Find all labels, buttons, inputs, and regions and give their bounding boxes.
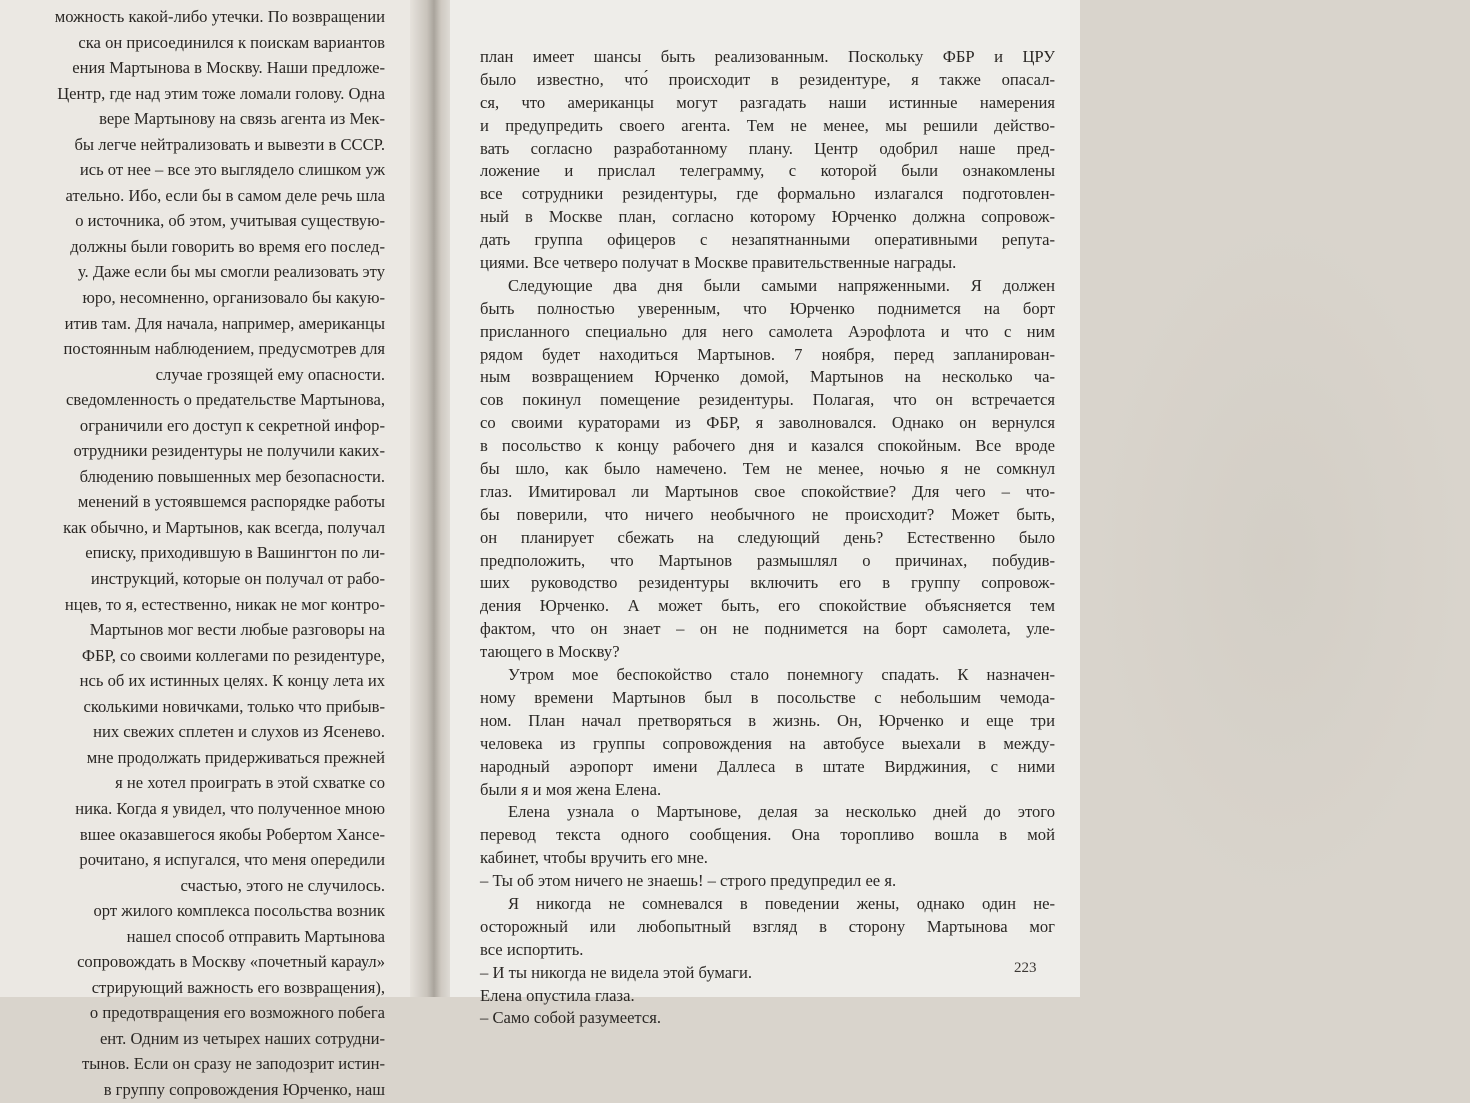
left-text-line: должны были говорить во время его послед- (70, 236, 385, 256)
left-text-line: нсь об их истинных целях. К концу лета их (79, 671, 385, 691)
left-text-line: них свежих сплетен и слухов из Ясенево. (93, 722, 385, 742)
left-text-line: ограничили его доступ к секретной инфор- (79, 415, 385, 435)
right-text-line: Следующие два дня были самыми напряженными. Я должен (508, 275, 1055, 295)
right-text-line: бы шло, как было намечено. Тем не менее, ночью я не сомкнул (480, 459, 1055, 479)
right-text-line: ших руководство резидентуры включить его в группу сопровож- (480, 573, 1055, 593)
left-text-line: ения Мартынова в Москву. Наши предложе- (72, 58, 385, 78)
left-text-line: мне продолжать придерживаться прежней (86, 747, 385, 767)
left-text-line: сопровождать в Москву «почетный караул» (77, 952, 385, 972)
right-text-line: рядом будет находиться Мартынов. 7 ноября, перед запланирован- (480, 344, 1055, 364)
right-text-line: вать согласно разработанному плану. Центр одобрил наше пред- (480, 138, 1055, 158)
left-text-line: о источника, об этом, учитывая существую- (75, 211, 385, 231)
left-text-line: ФБР, со своими коллегами по резидентуре, (81, 645, 385, 665)
right-text-line: дать группа офицеров с незапятнанными оперативными репута- (480, 230, 1055, 250)
right-text-line: присланного специально для него самолета Аэрофлота и что с ним (480, 321, 1055, 341)
right-text-line: было известно, что́ происходит в резидентуре, я также опасал- (480, 69, 1055, 89)
left-text-line: Центр, где над этим тоже ломали голову. Одна (57, 83, 385, 103)
left-text-line: случае грозящей ему опасности. (155, 364, 385, 384)
left-text-line: вшее оказавшегося якобы Робертом Хансе- (79, 824, 385, 844)
left-text-line: ись от нее – все это выглядело слишком уж (79, 160, 385, 180)
left-text-line: отрудники резидентуры не получили каких- (73, 441, 385, 461)
right-text-line: народный аэропорт имени Даллеса в штате Вирджиния, с ними (480, 756, 1055, 776)
right-text-line: – Само собой разумеется. (480, 1008, 662, 1028)
right-text-line: все сотрудники резидентуры, где формально излагался подготовлен- (480, 184, 1055, 204)
right-text-line: были я и моя жена Елена. (480, 779, 662, 799)
right-text-line: – Ты об этом ничего не знаешь! – строго предупредил ее я. (480, 871, 897, 891)
left-text-line: у. Даже если бы мы смогли реализовать эту (77, 262, 385, 282)
right-text-line: со своими кураторами из ФБР, я заволновался. Однако он вернулся (480, 413, 1055, 433)
right-text-line: тающего в Москву? (480, 642, 620, 662)
left-text-line: еписку, приходившую в Вашингтон по ли- (85, 543, 385, 563)
left-text-line: ент. Одним из четырех наших сотрудни- (99, 1028, 385, 1048)
right-text-line: сов покинул помещение резидентуры. Полагая, что он встречается (480, 390, 1055, 410)
left-text-line: ска он присоединился к поискам вариантов (78, 32, 385, 52)
left-text-line: я не хотел проиграть в этой схватке со (115, 773, 385, 793)
left-text-line: сколькими новичками, только что прибыв- (83, 696, 385, 716)
right-text-line: ном. План начал претворяться в жизнь. Он, Юрченко и еще три (480, 710, 1055, 730)
right-text-line: человека из группы сопровождения на автобусе выехали в между- (480, 733, 1055, 753)
right-text-line: ный в Москве план, согласно которому Юрченко должна сопровож- (480, 207, 1055, 227)
right-text-line: циями. Все четверо получат в Москве правительственные награды. (480, 253, 957, 273)
right-text-line: ным возвращением Юрченко домой, Мартынов на несколько ча- (480, 367, 1055, 387)
left-text-line: орт жилого комплекса посольства возник (93, 901, 385, 921)
right-text-line: фактом, что он знает – он не поднимется на борт самолета, уле- (480, 619, 1055, 639)
left-text-line: нцев, то я, естественно, никак не мог контро- (64, 594, 385, 614)
left-text-line: постоянным наблюдением, предусмотрев для (63, 339, 385, 359)
right-text-line: Утром мое беспокойство стало понемногу спадать. К назначен- (508, 665, 1055, 685)
left-text-line: итив там. Для начала, например, американцы (64, 313, 385, 333)
right-text-line: дения Юрченко. А может быть, его спокойствие объясняется тем (480, 596, 1055, 616)
left-text-line: стрирующий важность его возвращения), (91, 977, 385, 997)
page-shading (1090, 210, 1470, 910)
left-text-line: бы легче нейтрализовать и вывезти в СССР. (74, 134, 385, 154)
right-text-line: кабинет, чтобы вручить его мне. (480, 848, 708, 868)
right-text-line: перевод текста одного сообщения. Она торопливо вошла в мой (480, 825, 1055, 845)
left-text-line: блюдению повышенных мер безопасности. (79, 466, 385, 486)
right-text-line: бы поверили, что ничего необычного не происходит? Может быть, (480, 504, 1055, 524)
left-text-line: тынов. Если он сразу не заподозрит истин- (82, 1054, 385, 1074)
left-text-line: ательно. Ибо, если бы в самом деле речь шла (65, 185, 385, 205)
right-text-line: Елена опустила глаза. (480, 985, 635, 1005)
page-number: 223 (1014, 960, 1037, 976)
right-text-line: он планирует сбежать на следующий день? Естественно было (480, 527, 1055, 547)
right-page-text (480, 46, 1055, 1030)
left-text-line: Мартынов мог вести любые разговоры на (89, 620, 385, 640)
left-text-line: ника. Когда я увидел, что полученное мною (75, 798, 385, 818)
left-text-line: инструкций, которые он получал от рабо- (90, 569, 385, 589)
left-text-line: счастью, этого не случилось. (180, 875, 385, 895)
left-text-line: о предотвращения его возможного побега (89, 1003, 385, 1023)
left-text-line: вере Мартынову на связь агента из Мек- (99, 109, 385, 129)
right-text-line: в посольство к концу рабочего дня и казался спокойным. Все вроде (480, 436, 1055, 456)
right-text-line: все испортить. (480, 939, 584, 959)
right-text-line: ложение и прислал телеграмму, с которой были ознакомлены (480, 161, 1055, 181)
right-text-line: Я никогда не сомневался в поведении жены, однако один не- (508, 893, 1055, 913)
left-page (0, 0, 418, 1099)
right-text-line: Елена узнала о Мартынове, делая за несколько дней до этого (508, 802, 1055, 822)
left-text-line: сведомленность о предательстве Мартынова, (65, 390, 385, 410)
right-page (450, 0, 1080, 1028)
left-text-line: рочитано, я испугался, что меня опередили (79, 850, 385, 870)
right-text-line: план имеет шансы быть реализованным. Поскольку ФБР и ЦРУ (480, 47, 1055, 66)
right-text-line: – И ты никогда не видела этой бумаги. (480, 962, 753, 982)
left-text-line: в группу сопровождения Юрченко, наш (103, 1079, 385, 1099)
left-text-line: нашел способ отправить Мартынова (126, 926, 385, 946)
right-text-line: и предупредить своего агента. Тем не менее, мы решили действо- (480, 115, 1055, 135)
left-text-line: менений в устоявшемся распорядке работы (77, 492, 385, 512)
right-text-line: ся, что американцы могут разгадать наши истинные намерения (480, 92, 1055, 112)
right-text-line: глаз. Имитировал ли Мартынов свое спокойствие? Для чего – что- (480, 481, 1055, 501)
left-text-line: юро, несомненно, организовало бы какую- (82, 288, 385, 308)
right-text-line: быть полностью уверенным, что Юрченко поднимется на борт (480, 298, 1055, 318)
right-text-line: ному времени Мартынов был в посольстве с небольшим чемода- (480, 687, 1055, 707)
left-text-line: можность какой-либо утечки. По возвращении (54, 7, 385, 26)
right-text-line: осторожный или любопытный взгляд в сторону Мартынова мог (480, 916, 1055, 936)
right-text-line: предположить, что Мартынов размышлял о причинах, побудив- (480, 550, 1055, 570)
left-page-text (0, 4, 385, 1103)
left-text-line: как обычно, и Мартынов, как всегда, получал (63, 517, 385, 537)
